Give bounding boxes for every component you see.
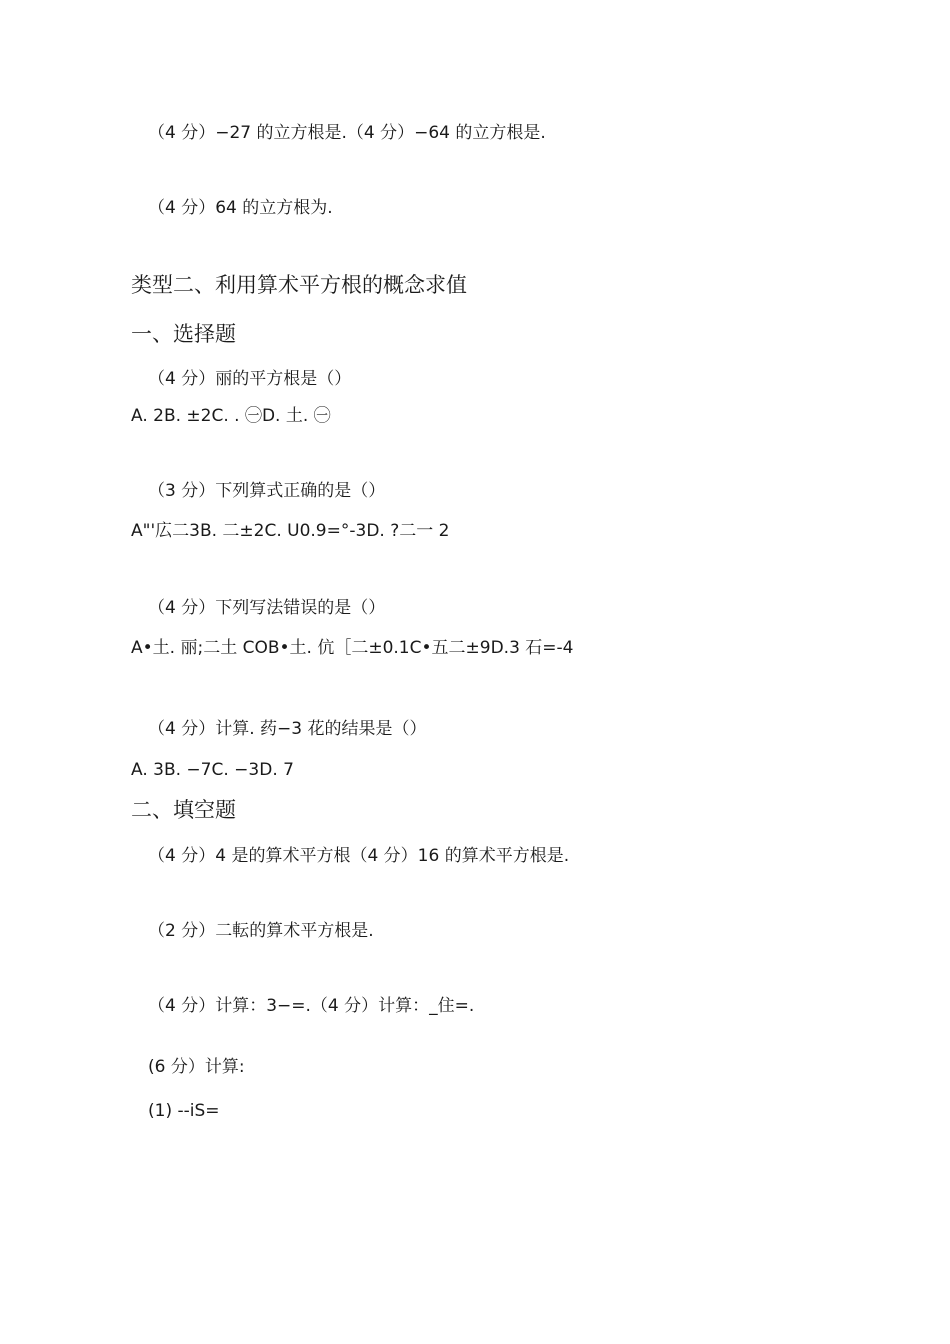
choice-options-1: A. 2B. ±2C. . ㊀D. 土. ㊀ (131, 406, 331, 426)
fill-question-1: （4 分）4 是的算术平方根（4 分）16 的算术平方根是. (148, 846, 570, 866)
type-two-heading: 类型二、利用算术平方根的概念求值 (131, 273, 467, 297)
question-cube-root-27-64: （4 分）−27 的立方根是.（4 分）−64 的立方根是. (148, 123, 546, 143)
choice-options-4: A. 3B. −7C. −3D. 7 (131, 760, 294, 780)
choice-question-2: （3 分）下列算式正确的是（） (148, 481, 386, 501)
question-cube-root-64: （4 分）64 的立方根为. (148, 198, 333, 218)
section-choice-heading: 一、选择题 (131, 322, 236, 346)
section-fill-heading: 二、填空题 (131, 798, 236, 822)
fill-question-4-part-1: (1) --iS= (148, 1101, 220, 1121)
choice-question-4: （4 分）计算. 药−3 花的结果是（） (148, 719, 427, 739)
fill-question-3: （4 分）计算：3−=.（4 分）计算：_住=. (148, 996, 475, 1016)
fill-question-4: (6 分）计算: (148, 1057, 245, 1077)
fill-question-2: （2 分）二転的算术平方根是. (148, 921, 374, 941)
choice-options-3: A•土. 丽;二土 COB•土. 伉［二±0.1C•五二±9D.3 石=-4 (131, 638, 574, 658)
choice-question-1: （4 分）丽的平方根是（） (148, 369, 352, 389)
choice-question-3: （4 分）下列写法错误的是（） (148, 598, 386, 618)
choice-options-2: A"'広二3B. 二±2C. U0.9=°-3D. ?二一 2 (131, 521, 450, 541)
